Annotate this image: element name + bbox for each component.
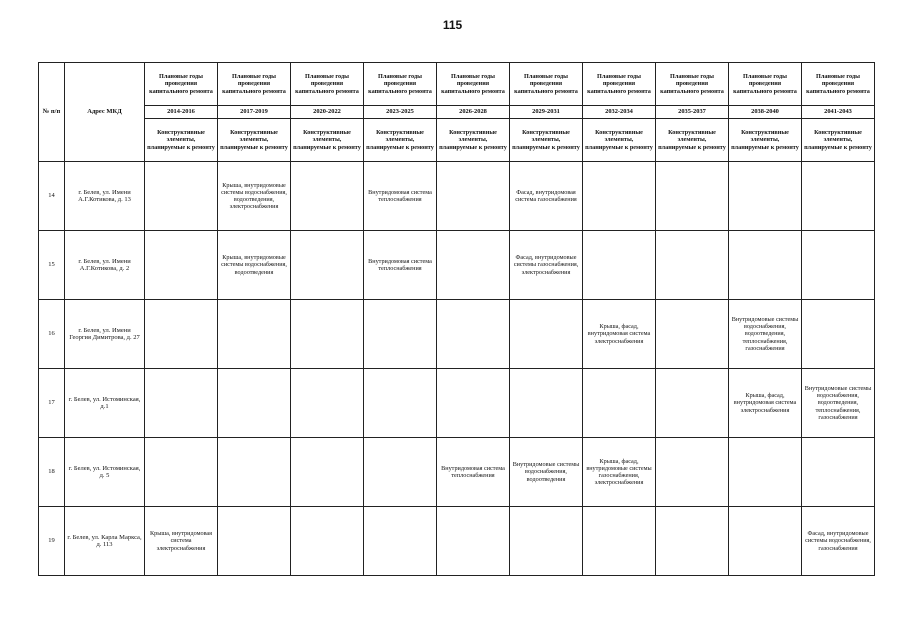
repair-elements-cell: Крыша, внутридомовые системы водоснабжения, водоотведения, электроснабжения [218, 162, 291, 231]
table-row [39, 300, 875, 369]
period-years: 2020-2022 [291, 106, 364, 119]
period-years: 2041-2043 [802, 106, 875, 119]
period-title: Плановые годы проведения капитального ремонта [145, 63, 218, 106]
period-title: Плановые годы проведения капитального ремонта [583, 63, 656, 106]
repair-elements-cell: Крыша, внутридомовая система электроснабжения [145, 507, 218, 576]
building-address: г. Белев, ул. Имени Георгия Димитрова, д. 27 [65, 300, 145, 369]
building-address: г. Белев, ул. Истоминская, д.1 [65, 369, 145, 438]
repair-elements-cell [510, 300, 583, 369]
table-body [39, 162, 875, 576]
repair-elements-cell: Внутридомовые системы водоснабжения, водоотведения [510, 438, 583, 507]
repair-elements-cell: Внутридомовая система теплоснабжения [364, 231, 437, 300]
period-years: 2038-2040 [729, 106, 802, 119]
repair-elements-cell [218, 369, 291, 438]
repair-elements-cell [802, 231, 875, 300]
period-title: Плановые годы проведения капитального ремонта [729, 63, 802, 106]
column-header-number: № п/п [39, 63, 65, 162]
repair-elements-cell [510, 507, 583, 576]
repair-elements-cell [364, 438, 437, 507]
repair-elements-cell [656, 300, 729, 369]
header-row-elements [39, 119, 875, 162]
table-row [39, 438, 875, 507]
repair-elements-cell [656, 162, 729, 231]
row-number: 17 [39, 369, 65, 438]
repair-elements-cell [145, 162, 218, 231]
row-number: 16 [39, 300, 65, 369]
repair-elements-cell [145, 438, 218, 507]
period-title: Плановые годы проведения капитального ремонта [364, 63, 437, 106]
capital-repair-plan-table [38, 62, 875, 576]
repair-elements-cell [583, 369, 656, 438]
repair-elements-cell [291, 507, 364, 576]
elements-subheader: Конструктивные элементы, планируемые к ремонту [437, 119, 510, 162]
repair-elements-cell [145, 231, 218, 300]
repair-elements-cell [364, 369, 437, 438]
repair-elements-cell: Крыша, фасад, внутридомовые системы газоснабжения, электроснабжения [583, 438, 656, 507]
repair-elements-cell [291, 438, 364, 507]
repair-elements-cell [291, 231, 364, 300]
repair-elements-cell: Внутридомовые системы водоснабжения, водоотведения, теплоснабжения, газоснабжения [802, 369, 875, 438]
building-address: г. Белев, ул. Карла Маркса, д. 113 [65, 507, 145, 576]
elements-subheader: Конструктивные элементы, планируемые к ремонту [802, 119, 875, 162]
building-address: г. Белев, ул. Имени А.Г.Котикова, д. 2 [65, 231, 145, 300]
repair-elements-cell [510, 369, 583, 438]
row-number: 14 [39, 162, 65, 231]
repair-elements-cell [218, 507, 291, 576]
elements-subheader: Конструктивные элементы, планируемые к ремонту [218, 119, 291, 162]
period-years: 2026-2028 [437, 106, 510, 119]
elements-subheader: Конструктивные элементы, планируемые к ремонту [291, 119, 364, 162]
period-title: Плановые годы проведения капитального ремонта [802, 63, 875, 106]
repair-elements-cell [656, 369, 729, 438]
repair-elements-cell: Внутридомовая система теплоснабжения [437, 438, 510, 507]
header-row-titles [39, 63, 875, 106]
elements-subheader: Конструктивные элементы, планируемые к ремонту [510, 119, 583, 162]
period-title: Плановые годы проведения капитального ремонта [437, 63, 510, 106]
repair-elements-cell [364, 507, 437, 576]
elements-subheader: Конструктивные элементы, планируемые к ремонту [729, 119, 802, 162]
repair-elements-cell [802, 438, 875, 507]
period-years: 2032-2034 [583, 106, 656, 119]
repair-elements-cell [437, 300, 510, 369]
repair-elements-cell [218, 300, 291, 369]
period-title: Плановые годы проведения капитального ремонта [656, 63, 729, 106]
repair-elements-cell [802, 162, 875, 231]
period-years: 2017-2019 [218, 106, 291, 119]
period-title: Плановые годы проведения капитального ремонта [291, 63, 364, 106]
repair-elements-cell: Крыша, фасад, внутридомовая система электроснабжения [583, 300, 656, 369]
repair-elements-cell [291, 300, 364, 369]
period-title: Плановые годы проведения капитального ремонта [510, 63, 583, 106]
repair-elements-cell [729, 438, 802, 507]
repair-elements-cell [656, 231, 729, 300]
repair-elements-cell [145, 300, 218, 369]
repair-elements-cell: Фасад, внутридомовые системы газоснабжения, электроснабжения [510, 231, 583, 300]
repair-elements-cell [218, 438, 291, 507]
table-row [39, 369, 875, 438]
header-row-years [39, 106, 875, 119]
repair-elements-cell: Крыша, фасад, внутридомовая система электроснабжения [729, 369, 802, 438]
elements-subheader: Конструктивные элементы, планируемые к ремонту [583, 119, 656, 162]
period-years: 2014-2016 [145, 106, 218, 119]
repair-elements-cell [437, 231, 510, 300]
elements-subheader: Конструктивные элементы, планируемые к ремонту [145, 119, 218, 162]
repair-elements-cell [729, 231, 802, 300]
repair-elements-cell: Внутридомовая система теплоснабжения [364, 162, 437, 231]
period-years: 2023-2025 [364, 106, 437, 119]
repair-elements-cell [729, 507, 802, 576]
repair-elements-cell [437, 507, 510, 576]
period-years: 2029-2031 [510, 106, 583, 119]
repair-elements-cell [437, 369, 510, 438]
repair-elements-cell [656, 507, 729, 576]
table-row [39, 162, 875, 231]
repair-elements-cell [583, 162, 656, 231]
repair-elements-cell: Фасад, внутридомовые системы водоснабжения, газоснабжения [802, 507, 875, 576]
repair-elements-cell: Фасад, внутридомовая система газоснабжения [510, 162, 583, 231]
period-title: Плановые годы проведения капитального ремонта [218, 63, 291, 106]
repair-elements-cell [291, 369, 364, 438]
elements-subheader: Конструктивные элементы, планируемые к ремонту [656, 119, 729, 162]
repair-elements-cell [656, 438, 729, 507]
repair-elements-cell: Крыша, внутридомовые системы водоснабжения, водоотведения [218, 231, 291, 300]
row-number: 15 [39, 231, 65, 300]
row-number: 18 [39, 438, 65, 507]
repair-elements-cell [802, 300, 875, 369]
repair-elements-cell [437, 162, 510, 231]
repair-elements-cell [583, 231, 656, 300]
table-row [39, 507, 875, 576]
elements-subheader: Конструктивные элементы, планируемые к ремонту [364, 119, 437, 162]
repair-elements-cell [291, 162, 364, 231]
row-number: 19 [39, 507, 65, 576]
column-header-address: Адрес МКД [65, 63, 145, 162]
page-number: 115 [442, 18, 463, 32]
building-address: г. Белев, ул. Истоминская, д. 5 [65, 438, 145, 507]
repair-elements-cell [729, 162, 802, 231]
repair-elements-cell [145, 369, 218, 438]
period-years: 2035-2037 [656, 106, 729, 119]
repair-elements-cell [583, 507, 656, 576]
repair-elements-cell [364, 300, 437, 369]
building-address: г. Белев, ул. Имени А.Г.Котикова, д. 13 [65, 162, 145, 231]
repair-elements-cell: Внутридомовые системы водоснабжения, водоотведения, теплоснабжения, газоснабжения [729, 300, 802, 369]
table-row [39, 231, 875, 300]
